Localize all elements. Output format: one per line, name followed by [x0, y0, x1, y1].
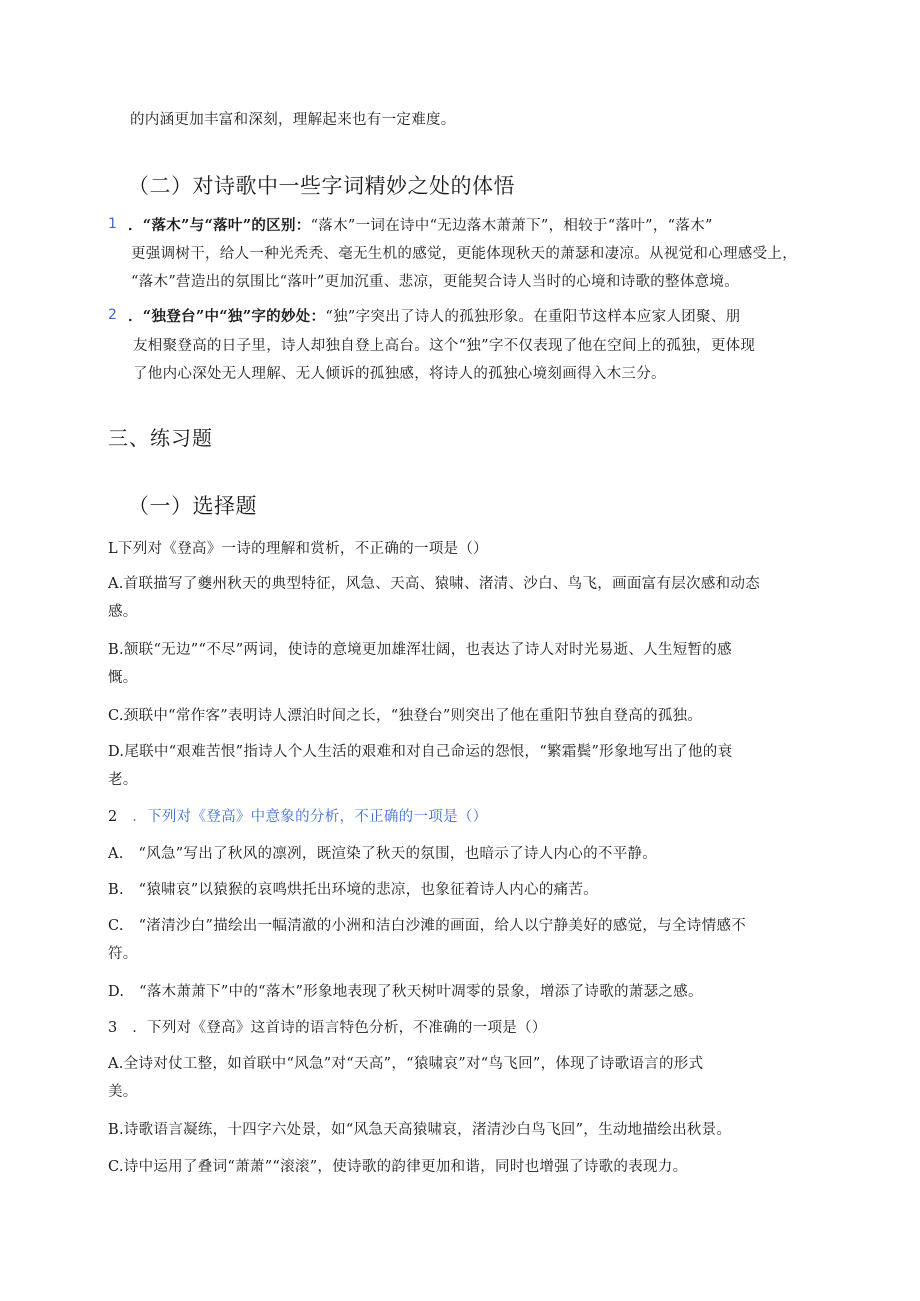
question-1-option-c: C.颈联中“常作客”表明诗人漂泊时间之长，“独登台”则突出了他在重阳节独自登高的孤独。	[108, 708, 703, 724]
question-1-stem: L下列对《登高》一诗的理解和赏析，不正确的一项是（）	[108, 541, 488, 557]
question-2-stem: ．下列对《登高》中意象的分析，不正确的一项是（）	[132, 809, 488, 825]
list-item-1-line3: “落木”营造出的氛围比“落叶”更加沉重、悲凉，更能契合诗人当时的心境和诗歌的整体意境。	[131, 274, 740, 290]
section-heading-2: （二）对诗歌中一些字词精妙之处的体悟	[128, 174, 515, 198]
question-2-option-a: A. “风急”写出了秋风的凛冽，既渲染了秋天的氛围，也暗示了诗人内心的不平静。	[108, 846, 658, 862]
list-item-2-title: ．“独登台”中“独”字的妙处：	[128, 308, 326, 325]
question-3-option-a-cont: 美。	[108, 1084, 138, 1100]
question-1-option-d: D.尾联中“艰难苦恨”指诗人个人生活的艰难和对自己命运的怨恨，“繁霜鬓”形象地写出了他的衰	[108, 744, 733, 760]
question-3-option-a: A.全诗对仗工整，如首联中“风急”对“天高”，“猿啸哀”对“鸟飞回”，体现了诗歌语言的形式	[108, 1056, 704, 1072]
question-2-option-d: D. “落木萧萧下”中的“落木”形象地表现了秋天树叶凋零的景象，增添了诗歌的萧瑟之感。	[108, 984, 703, 1000]
question-3-option-b: B.诗歌语言凝练，十四字六处景，如“风急天高猿啸哀，渚清沙白鸟飞回”，生动地描绘出秋景。	[108, 1122, 732, 1138]
list-item-2-line3: 了他内心深处无人理解、无人倾诉的孤独感，将诗人的孤独心境刻画得入木三分。	[133, 366, 666, 382]
question-2-number: 2	[108, 809, 118, 825]
question-3-line	[108, 1016, 547, 1037]
question-1-option-b: B.颔联“无边”“不尽”两词，使诗的意境更加雄浑壮阔，也表达了诗人对时光易逝、人生短暂的感	[108, 642, 732, 658]
question-2-option-c: C. “渚清沙白”描绘出一幅清澈的小洲和洁白沙滩的画面，给人以宁静美好的感觉，与全诗情感不	[108, 918, 747, 934]
question-2-line	[108, 805, 487, 826]
question-2-option-b: B. “猿啸哀”以猿猴的哀鸣烘托出环境的悲凉，也象征着诗人内心的痛苦。	[108, 882, 599, 898]
list-item-2-line1: ．“独登台”中“独”字的妙处：“独”字突出了诗人的孤独形象。在重阳节这样本应家人团聚、朋	[128, 308, 741, 325]
section-heading-3: 三、练习题	[108, 426, 213, 450]
question-3-option-c: C.诗中运用了叠词“萧萧”“滚滚”，使诗歌的韵律更加和谐，同时也增强了诗歌的表现力。	[108, 1159, 688, 1175]
question-3-number: 3	[108, 1020, 118, 1036]
question-1-option-d-cont: 老。	[108, 772, 138, 788]
list-item-2-line2: 友相聚登高的日子里，诗人却独自登上高台。这个“独”字不仅表现了他在空间上的孤独，更体现	[133, 338, 756, 354]
list-item-1-title: ．“落木”与“落叶”的区别：	[128, 217, 311, 234]
question-1-option-a-cont: 感。	[108, 604, 138, 620]
question-3-stem: ．下列对《登高》这首诗的语言特色分析，不准确的一项是（）	[132, 1020, 547, 1036]
list-number-2: 2	[108, 307, 117, 323]
question-1-option-a: A.首联描写了夔州秋天的典型特征，风急、天高、猿啸、渚清、沙白、鸟飞，画面富有层次感和动态	[108, 576, 761, 592]
list-item-1-line2: 更强调树干，给人一种光秃秃、毫无生机的感觉，更能体现秋天的萧瑟和凄凉。从视觉和心理感受上，	[131, 246, 797, 262]
question-1-option-b-cont: 慨。	[108, 670, 138, 686]
list-item-1-line1: ．“落木”与“落叶”的区别：“落木”一词在诗中“无边落木萧萧下”，相较于“落叶”，“落木”	[128, 217, 713, 234]
subsection-heading-choice: （一）选择题	[128, 494, 257, 518]
question-2-option-c-cont: 符。	[108, 946, 138, 962]
intro-line: 的内涵更加丰富和深刻，理解起来也有一定难度。	[130, 112, 456, 128]
list-number-1: 1	[108, 216, 117, 232]
